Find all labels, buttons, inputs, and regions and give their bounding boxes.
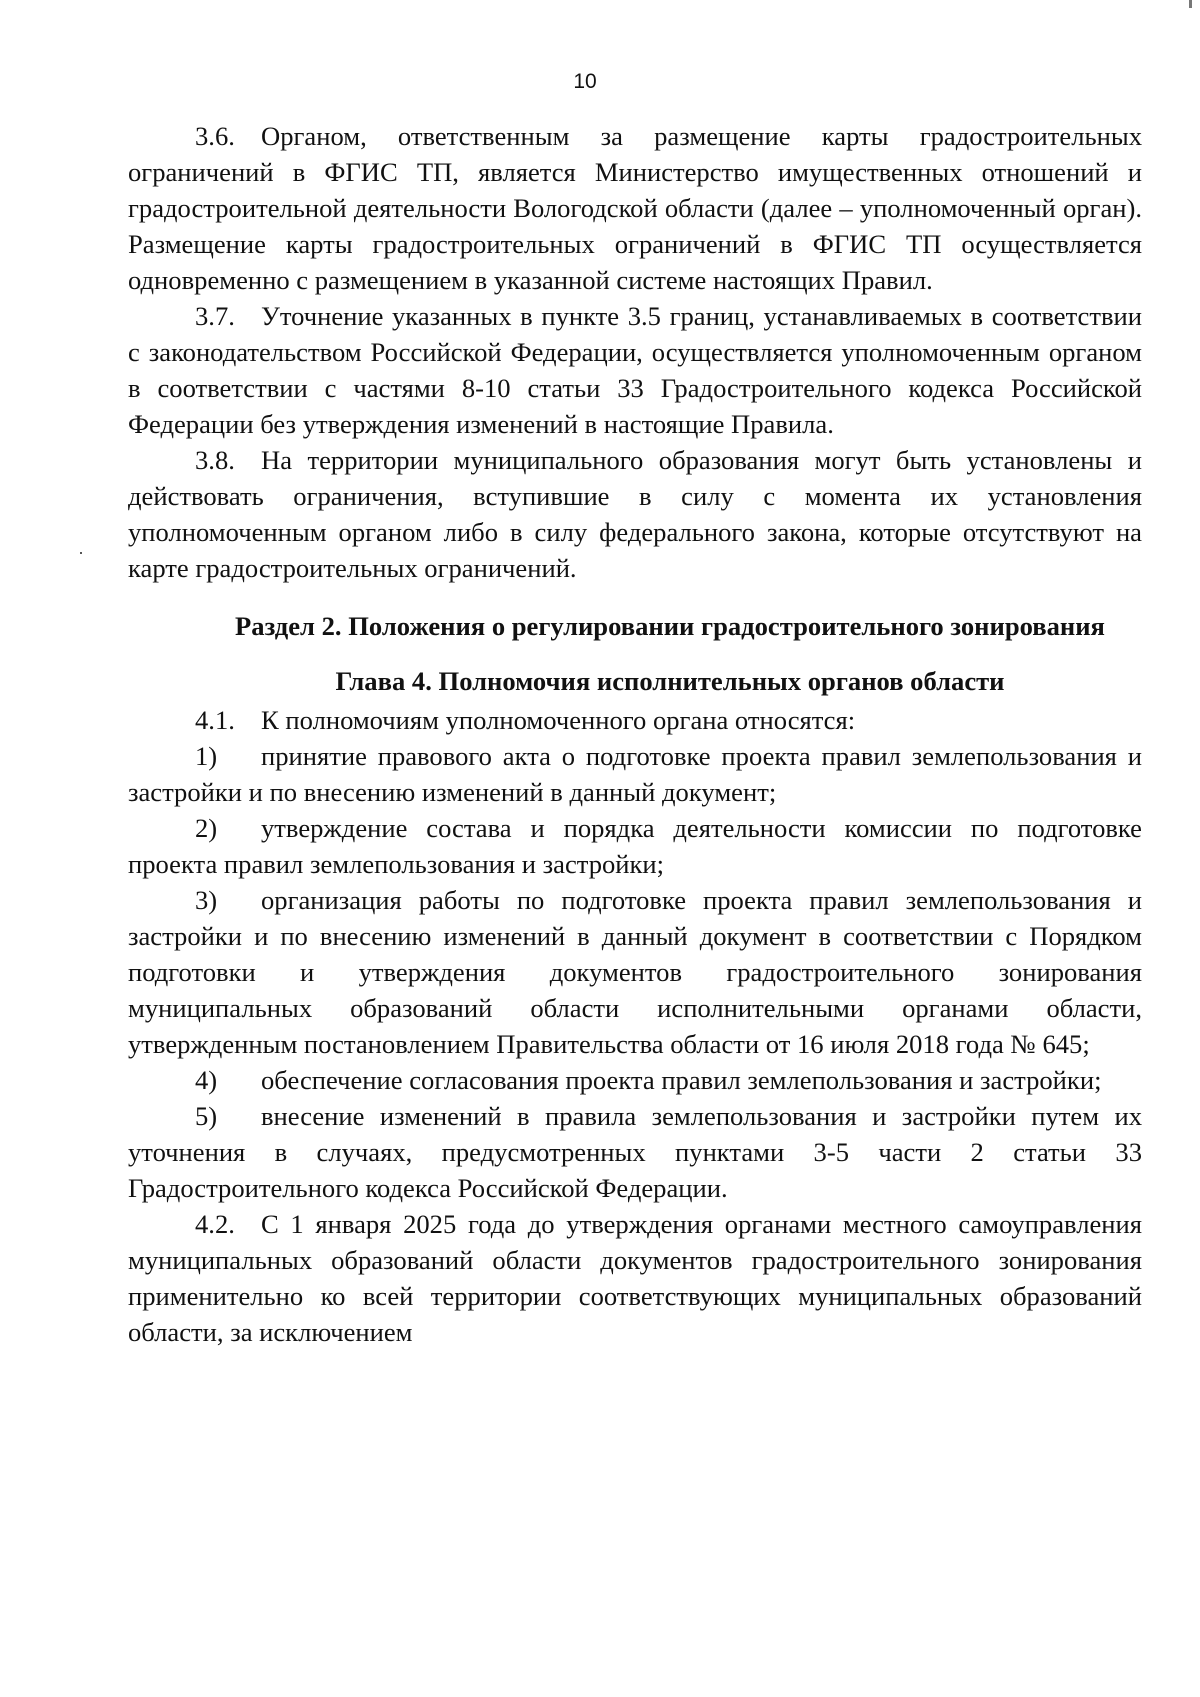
paragraph-number: 3.6. <box>195 121 235 151</box>
section-heading: Раздел 2. Положения о регулировании градостроительного зонирования <box>235 611 1105 641</box>
paragraph-text: С 1 января 2025 года до утверждения органами местного самоуправления муниципальных образований области документов градостроительного зонирования применительно ко всей территории соответствующих муниципальных образований области, за исключением <box>128 1209 1142 1347</box>
paragraph-3-6 <box>128 118 1142 298</box>
paragraph-number: 4.2. <box>195 1209 235 1239</box>
scan-corner-mark <box>1189 0 1192 8</box>
list-item-text: принятие правового акта о подготовке проекта правил землепользования и застройки и по внесению изменений в данный документ; <box>128 741 1142 807</box>
paragraph-number: 3.7. <box>195 301 235 331</box>
paragraph-text: Органом, ответственным за размещение карты градостроительных ограничений в ФГИС ТП, является Министерство имущественных отношений и градостроительной деятельности Вологодской области (далее – уполномоченный орган). Размещение карты градостроительных ограничений в ФГИС ТП осуществляется одновременно с размещением в указанной системе настоящих Правил. <box>128 121 1142 295</box>
paragraph-text: Уточнение указанных в пункте 3.5 границ, устанавливаемых в соответствии с законодательством Российской Федерации, осуществляется уполномоченным органом в соответствии с частями 8-10 статьи 33 Градостроительного кодекса Российской Федерации без утверждения изменений в настоящие Правила. <box>128 301 1142 439</box>
list-item-number: 4) <box>195 1065 218 1095</box>
list-item-5 <box>128 1098 1142 1206</box>
list-item-4 <box>128 1062 1142 1098</box>
paragraph-3-7 <box>128 298 1142 442</box>
paragraph-text: На территории муниципального образования могут быть установлены и действовать ограничения, вступившие в силу с момента их установления уполномоченным органом либо в силу федерального закона, которые отсутствуют на карте градостроительных ограничений. <box>128 445 1142 583</box>
page-number: 10 <box>573 70 597 93</box>
list-item-number: 1) <box>195 741 218 771</box>
paragraph-number: 4.1. <box>195 705 235 735</box>
paragraph-number: 3.8. <box>195 445 235 475</box>
paragraph-3-8 <box>128 442 1142 586</box>
paragraph-text: К полномочиям уполномоченного органа относятся: <box>261 705 856 735</box>
list-item-2 <box>128 810 1142 882</box>
list-item-number: 2) <box>195 813 218 843</box>
scan-dot-mark <box>80 552 82 554</box>
document-body <box>128 118 1142 1350</box>
list-item-text: организация работы по подготовке проекта правил землепользования и застройки и по внесению изменений в данный документ в соответствии с Порядком подготовки и утверждения документов градостроительного зонирования муниципальных образований области исполнительными органами области, утвержденным постановлением Правительства области от 16 июля 2018 года № 645; <box>128 885 1142 1059</box>
list-item-text: утверждение состава и порядка деятельности комиссии по подготовке проекта правил землепользования и застройки; <box>128 813 1142 879</box>
list-item-number: 5) <box>195 1101 218 1131</box>
list-item-3 <box>128 882 1142 1062</box>
chapter-heading: Глава 4. Полномочия исполнительных органов области <box>335 666 1005 696</box>
list-item-text: внесение изменений в правила землепользования и застройки путем их уточнения в случаях, предусмотренных пунктами 3-5 части 2 статьи 33 Градостроительного кодекса Российской Федерации. <box>128 1101 1142 1203</box>
paragraph-4-2 <box>128 1206 1142 1350</box>
list-item-1 <box>128 738 1142 810</box>
list-item-number: 3) <box>195 885 218 915</box>
list-item-text: обеспечение согласования проекта правил землепользования и застройки; <box>261 1065 1102 1095</box>
paragraph-4-1 <box>128 702 1142 738</box>
